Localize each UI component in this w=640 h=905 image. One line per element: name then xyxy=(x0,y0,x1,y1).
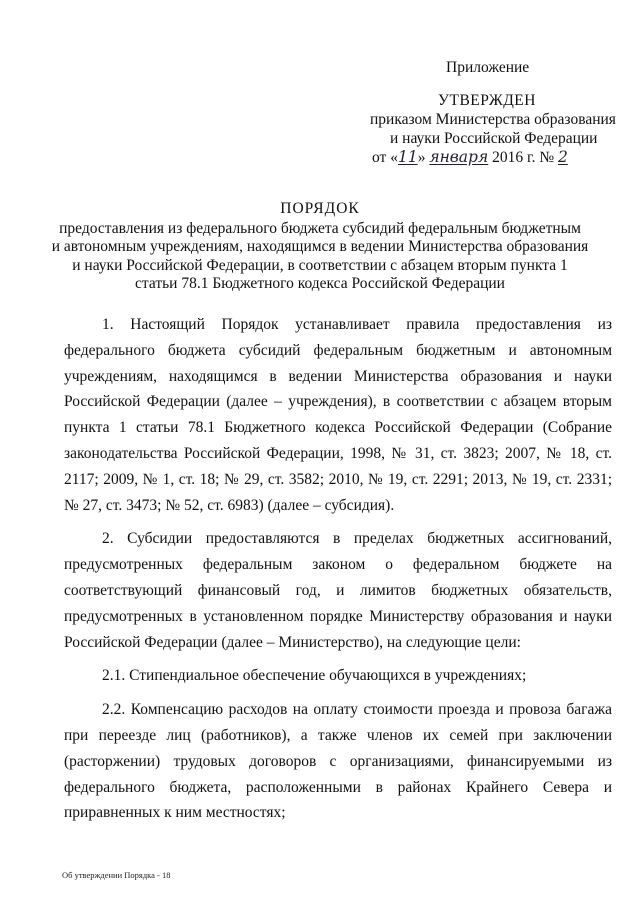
page-footer: Об утверждении Порядка - 18 xyxy=(62,870,171,880)
handwritten-day: 11 xyxy=(397,148,418,166)
approval-ministry-line: и науки Российской Федерации xyxy=(390,130,598,147)
document-title xyxy=(0,200,640,294)
paragraph-1: 1. Настоящий Порядок устанавливает правила предоставления из федерального бюджета субсидий федеральным бюджетным и автономным учреждениям, находящимся в ведении Министерства образования и науки Российской Федерации (далее – учреждения), в соответствии с абзацем вторым пункта 1 статьи 78.1 Бюджетного кодекса Российской Федерации (Собрание законодательства Российской Федерации, 1998, № 31, ст. 3823; 2007, № 18, ст. 2117; 2009, № 1, ст. 18; № 29, ст. 3582; 2010, № 19, ст. 2291; 2013, № 19, ст. 2331; № 27, ст. 3473; № 52, ст. 6983) (далее – субсидия). xyxy=(64,316,612,514)
paragraph-2: 2. Субсидии предоставляются в пределах бюджетных ассигнований, предусмотренных федеральным законом о федеральном бюджете на соответствующий финансовый год, и лимитов бюджетных обязательств, предусмотренных в установленном порядке Министерству образования и науки Российской Федерации (далее – Министерство), на следующие цели: xyxy=(64,530,612,651)
date-suffix: 2016 г. № xyxy=(488,149,559,166)
date-mid: » xyxy=(417,149,430,166)
title-heading: ПОРЯДОК xyxy=(280,200,360,217)
paragraph-2-2: 2.2. Компенсацию расходов на оплату стоимости проезда и провоза багажа при переезде лиц (работников), а также членов их семей при заключении (расторжении) трудовых договоров с организациями, финансируемыми из федерального бюджета, расположенными в районах Крайнего Севера и приравненных к ним местностях; xyxy=(64,701,612,822)
title-line-3: и науки Российской Федерации, в соответствии с абзацем вторым пункта 1 xyxy=(72,256,568,274)
annex-label: Приложение xyxy=(446,59,530,76)
document-body xyxy=(64,312,612,834)
title-line-4: статьи 78.1 Бюджетного кодекса Российской Федерации xyxy=(135,275,505,292)
approved-label: УТВЕРЖДЕН xyxy=(438,92,536,109)
title-line-2: и автономным учреждениям, находящимся в ведении Министерства образования xyxy=(51,238,589,255)
title-line-1: предоставления из федерального бюджета субсидий федеральным бюджетным xyxy=(59,219,581,237)
handwritten-number: 2 xyxy=(558,148,568,166)
approval-order-line: приказом Министерства образования xyxy=(370,111,616,128)
date-prefix: от « xyxy=(372,149,398,166)
paragraph-2-1: 2.1. Стипендиальное обеспечение обучающихся в учреждениях; xyxy=(102,667,527,685)
approval-date-line xyxy=(370,148,620,167)
handwritten-month: января xyxy=(429,148,489,166)
approval-block xyxy=(370,58,620,167)
